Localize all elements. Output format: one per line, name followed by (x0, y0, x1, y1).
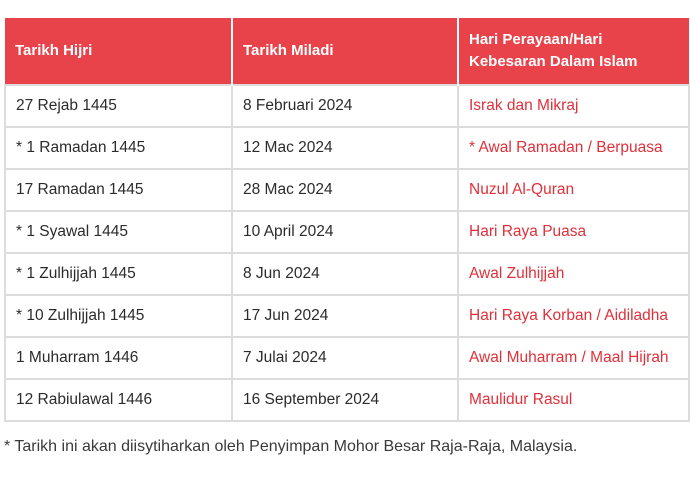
header-miladi: Tarikh Miladi (232, 18, 458, 85)
cell-event: Maulidur Rasul (458, 379, 689, 421)
header-hijri: Tarikh Hijri (5, 18, 232, 85)
header-event-line1: Hari Perayaan/Hari (469, 31, 603, 48)
cell-hijri: * 1 Zulhijjah 1445 (5, 253, 232, 295)
cell-miladi: 8 Jun 2024 (232, 253, 458, 295)
table-row (5, 253, 689, 295)
cell-hijri: * 1 Ramadan 1445 (5, 127, 232, 169)
cell-event: Israk dan Mikraj (458, 85, 689, 127)
table-row (5, 169, 689, 211)
top-strip (0, 0, 690, 18)
cell-hijri: * 10 Zulhijjah 1445 (5, 295, 232, 337)
table-row (5, 211, 689, 253)
cell-hijri: 27 Rejab 1445 (5, 85, 232, 127)
table-row (5, 337, 689, 379)
cell-miladi: 12 Mac 2024 (232, 127, 458, 169)
table-row (5, 85, 689, 127)
table-row (5, 295, 689, 337)
cell-miladi: 17 Jun 2024 (232, 295, 458, 337)
cell-miladi: 8 Februari 2024 (232, 85, 458, 127)
cell-event: * Awal Ramadan / Berpuasa (458, 127, 689, 169)
table-header-row (5, 18, 689, 85)
cell-event: Hari Raya Puasa (458, 211, 689, 253)
header-event-line2: Kebesaran Dalam Islam (469, 53, 638, 70)
table-row (5, 127, 689, 169)
cell-miladi: 7 Julai 2024 (232, 337, 458, 379)
cell-hijri: 17 Ramadan 1445 (5, 169, 232, 211)
footnote: * Tarikh ini akan diisytiharkan oleh Penyimpan Mohor Besar Raja-Raja, Malaysia. (4, 438, 578, 455)
cell-miladi: 10 April 2024 (232, 211, 458, 253)
header-event (458, 18, 689, 85)
islamic-calendar-table (4, 18, 690, 422)
cell-event: Awal Zulhijjah (458, 253, 689, 295)
cell-miladi: 28 Mac 2024 (232, 169, 458, 211)
cell-hijri: * 1 Syawal 1445 (5, 211, 232, 253)
table-row (5, 379, 689, 421)
cell-event: Nuzul Al-Quran (458, 169, 689, 211)
cell-hijri: 1 Muharram 1446 (5, 337, 232, 379)
cell-hijri: 12 Rabiulawal 1446 (5, 379, 232, 421)
cell-event: Hari Raya Korban / Aidiladha (458, 295, 689, 337)
cell-event: Awal Muharram / Maal Hijrah (458, 337, 689, 379)
cell-miladi: 16 September 2024 (232, 379, 458, 421)
